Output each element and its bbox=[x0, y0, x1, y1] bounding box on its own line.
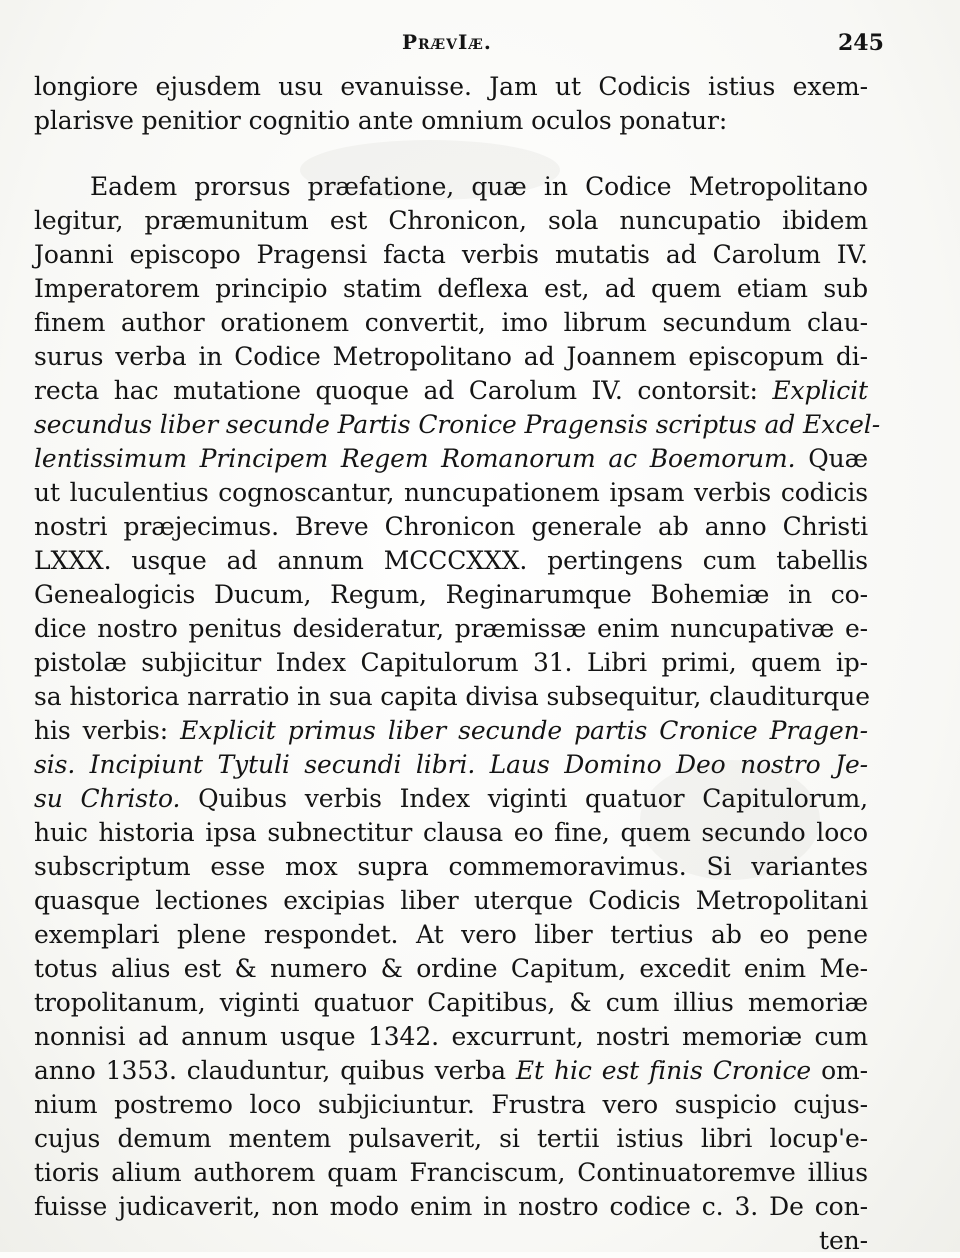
text-run: LXXX. usque ad annum MCCCXXX. pertingens cum tabellis bbox=[34, 546, 868, 575]
text-line bbox=[34, 748, 868, 782]
text-line bbox=[34, 442, 868, 476]
text-run: pistolæ subjicitur Index Capitulorum 31. Libri primi, quem ip- bbox=[34, 648, 868, 677]
text-line bbox=[34, 612, 868, 646]
text-line bbox=[34, 918, 868, 952]
text-line bbox=[34, 850, 868, 884]
text-line bbox=[34, 782, 868, 816]
text-run: longiore ejusdem usu evanuisse. Jam ut Codicis istius exem- bbox=[34, 72, 868, 101]
text-line bbox=[34, 306, 868, 340]
italic-text: Explicit bbox=[772, 376, 868, 405]
text-line bbox=[34, 510, 868, 544]
text-run: finem author orationem convertit, imo librum secundum clau- bbox=[34, 308, 868, 337]
text-line bbox=[34, 408, 881, 442]
text-run: nium postremo loco subjiciuntur. Frustra vero suspicio cujus- bbox=[34, 1090, 868, 1119]
italic-text: su Christo. bbox=[34, 784, 181, 813]
text-line bbox=[34, 104, 868, 138]
running-head: PrævIæ. bbox=[402, 30, 492, 54]
text-line bbox=[34, 204, 868, 238]
text-run: anno 1353. clauduntur, quibus verba bbox=[34, 1056, 516, 1085]
text-run: his verbis: bbox=[34, 716, 181, 745]
text-line bbox=[34, 272, 868, 306]
text-line bbox=[34, 714, 868, 748]
text-run: nostri præjecimus. Breve Chronicon generale ab anno Christi bbox=[34, 512, 868, 541]
page-header bbox=[0, 30, 960, 62]
text-line bbox=[34, 476, 868, 510]
text-line bbox=[34, 70, 868, 104]
text-run: ut luculentius cognoscantur, nuncupationem ipsam verbis codicis bbox=[34, 478, 868, 507]
text-run: exemplari plene respondet. At vero liber tertius ab eo pene bbox=[34, 920, 868, 949]
page-number: 245 bbox=[838, 30, 884, 56]
text-run: huic historia ipsa subnectitur clausa eo fine, quem secundo loco bbox=[34, 818, 868, 847]
text-line bbox=[34, 340, 868, 374]
text-line bbox=[34, 884, 868, 918]
body-text bbox=[34, 70, 881, 1258]
text-run: plarisve penitior cognitio ante omnium oculos ponatur: bbox=[34, 106, 728, 135]
text-run: legitur, præmunitum est Chronicon, sola nuncupatio ibidem bbox=[34, 206, 868, 235]
text-line bbox=[34, 578, 868, 612]
text-run: Joanni episcopo Pragensi facta verbis mutatis ad Carolum IV. bbox=[34, 240, 868, 269]
text-line bbox=[34, 1020, 868, 1054]
text-run: om- bbox=[811, 1056, 868, 1085]
text-run: recta hac mutatione quoque ad Carolum IV. contorsit: bbox=[34, 376, 773, 405]
text-line bbox=[34, 374, 868, 408]
text-run: surus verba in Codice Metropolitano ad Joannem episcopum di- bbox=[34, 342, 868, 371]
text-run: subscriptum esse mox supra commemoravimus. Si variantes bbox=[34, 852, 868, 881]
text-run: Quibus verbis Index viginti quatuor Capitulorum, bbox=[180, 784, 869, 813]
text-line bbox=[34, 816, 868, 850]
text-run: Imperatorem principio statim deflexa est, ad quem etiam sub bbox=[34, 274, 868, 303]
text-run: fuisse judicaverit, non modo enim in nostro codice c. 3. De con- bbox=[34, 1192, 868, 1221]
italic-text: lentissimum Principem Regem Romanorum ac Boemorum. bbox=[34, 444, 796, 473]
text-run: quasque lectiones excipias liber uterque Codicis Metropolitani bbox=[34, 886, 868, 915]
text-run: totus alius est & numero & ordine Capitum, excedit enim Me- bbox=[34, 954, 868, 983]
italic-text: secundus liber secunde Partis Cronice Pragensis scriptus ad Excel- bbox=[34, 410, 881, 439]
text-run: tioris alium authorem quam Franciscum, Continuatoremve illius bbox=[34, 1158, 868, 1187]
text-run: Genealogicis Ducum, Regum, Reginarumque Bohemiæ in co- bbox=[34, 580, 868, 609]
text-line bbox=[34, 544, 868, 578]
text-line bbox=[34, 1122, 868, 1156]
text-line bbox=[34, 1190, 868, 1224]
text-line bbox=[34, 986, 868, 1020]
text-line bbox=[34, 1224, 868, 1258]
text-run: Eadem prorsus præfatione, quæ in Codice Metropolitano bbox=[90, 172, 868, 201]
text-line bbox=[34, 646, 868, 680]
text-line bbox=[34, 1054, 868, 1088]
italic-text: sis. Incipiunt Tytuli secundi libri. Laus Domino Deo nostro Je- bbox=[34, 750, 868, 779]
italic-text: Et hic est finis Cronice bbox=[515, 1056, 812, 1085]
text-line bbox=[34, 1088, 868, 1122]
text-line bbox=[34, 1156, 868, 1190]
text-run: nonnisi ad annum usque 1342. excurrunt, nostri memoriæ cum bbox=[34, 1022, 868, 1051]
text-line bbox=[34, 680, 868, 714]
text-run: cujus demum mentem pulsaverit, si tertii istius libri locup'e- bbox=[34, 1124, 868, 1153]
text-run: tropolitanum, viginti quatuor Capitibus, & cum illius memoriæ bbox=[34, 988, 868, 1017]
text-run: ten- bbox=[819, 1226, 868, 1255]
text-line bbox=[34, 952, 868, 986]
text-line bbox=[34, 170, 868, 204]
text-run: sa historica narratio in sua capita divisa subsequitur, clauditurque bbox=[34, 682, 870, 711]
text-run: dice nostro penitus desideratur, præmissæ enim nuncupativæ e- bbox=[34, 614, 868, 643]
text-line bbox=[34, 238, 868, 272]
italic-text: Explicit primus liber secunde partis Cronice Pragen- bbox=[180, 716, 868, 745]
text-run: Quæ bbox=[795, 444, 868, 473]
